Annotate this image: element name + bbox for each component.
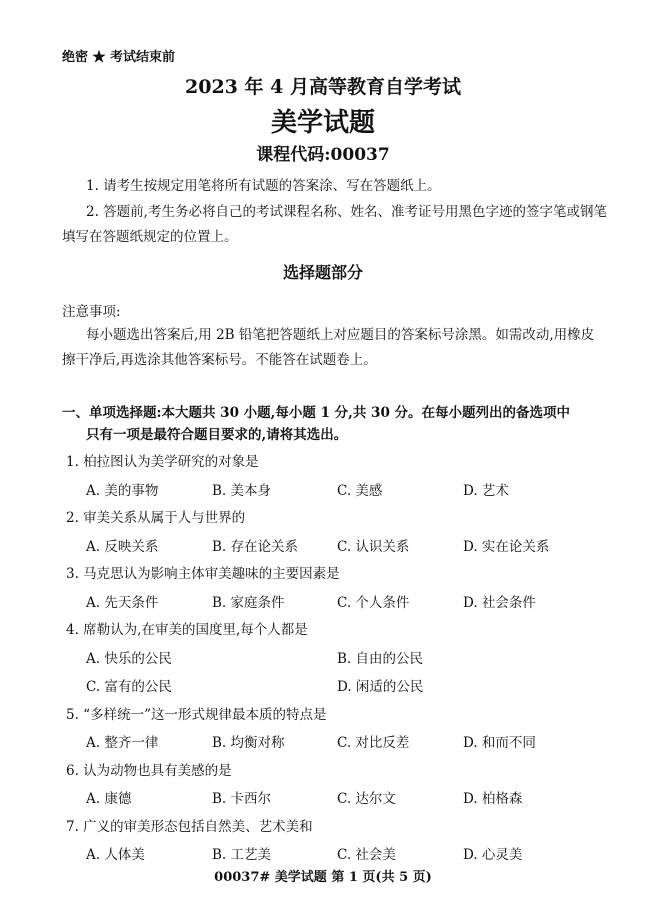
instruction-1: 1. 请考生按规定用笔将所有试题的答案涂、写在答题纸上。 (86, 178, 441, 194)
option-c: C. 个人条件 (337, 595, 410, 611)
option-a: A. 快乐的公民 (86, 651, 172, 667)
option-c: C. 富有的公民 (86, 679, 172, 695)
instruction-2-line1: 2. 答题前,考生务必将自己的考试课程名称、姓名、准考证号用黑色字迹的签字笔或钢笔 (86, 204, 607, 220)
option-b: B. 存在论关系 (212, 539, 299, 555)
exam-title: 2023 年 4 月高等教育自学考试 (185, 76, 461, 98)
option-c: C. 美感 (337, 483, 383, 499)
option-a: A. 反映关系 (86, 539, 159, 555)
question-stem: 4. 席勒认为,在审美的国度里,每个人都是 (66, 622, 308, 638)
question-stem: 2. 审美关系从属于人与世界的 (66, 510, 246, 526)
question-stem: 1. 柏拉图认为美学研究的对象是 (66, 454, 259, 470)
part-heading-line1: 一、单项选择题:本大题共 30 小题,每小题 1 分,共 30 分。在每小题列出的备选项中 (62, 405, 571, 421)
question-stem: 6. 认为动物也具有美感的是 (66, 763, 232, 779)
option-c: C. 认识关系 (337, 539, 410, 555)
question-stem: 5. “多样统一”这一形式规律最本质的特点是 (66, 707, 327, 723)
question-stem: 7. 广义的审美形态包括自然美、艺术美和 (66, 819, 313, 835)
confidential-mark: 绝密 ★ 考试结束前 (62, 50, 176, 65)
option-b: B. 自由的公民 (337, 651, 424, 667)
option-d: D. 柏格森 (463, 791, 523, 807)
option-a: A. 先天条件 (86, 595, 159, 611)
option-b: B. 均衡对称 (212, 735, 285, 751)
option-d: D. 艺术 (463, 483, 509, 499)
option-a: A. 人体美 (86, 847, 145, 863)
option-a: A. 美的事物 (86, 483, 159, 499)
option-d: D. 心灵美 (463, 847, 523, 863)
notes-label: 注意事项: (62, 304, 121, 320)
option-b: B. 卡西尔 (212, 791, 272, 807)
option-b: B. 家庭条件 (212, 595, 285, 611)
notes-line-1: 每小题选出答案后,用 2B 铅笔把答题纸上对应题目的答案标号涂黑。如需改动,用橡皮 (86, 327, 595, 343)
notes-line-2: 擦干净后,再选涂其他答案标号。不能答在试题卷上。 (62, 352, 377, 368)
option-c: C. 对比反差 (337, 735, 410, 751)
option-b: B. 美本身 (212, 483, 272, 499)
option-c: C. 达尔文 (337, 791, 396, 807)
option-d: D. 闲适的公民 (337, 679, 424, 695)
option-d: D. 实在论关系 (463, 539, 550, 555)
instruction-2-line2: 填写在答题纸规定的位置上。 (62, 229, 238, 245)
subject-title: 美学试题 (270, 108, 375, 138)
page-footer: 00037# 美学试题 第 1 页(共 5 页) (214, 870, 432, 885)
course-code: 课程代码:00037 (256, 145, 390, 165)
option-a: A. 康德 (86, 791, 132, 807)
option-d: D. 和而不同 (463, 735, 536, 751)
option-c: C. 社会美 (337, 847, 396, 863)
option-d: D. 社会条件 (463, 595, 536, 611)
part-heading-line2: 只有一项是最符合题目要求的,请将其选出。 (86, 427, 348, 443)
question-stem: 3. 马克思认为影响主体审美趣味的主要因素是 (66, 566, 340, 582)
option-b: B. 工艺美 (212, 847, 272, 863)
section-title: 选择题部分 (282, 263, 363, 282)
option-a: A. 整齐一律 (86, 735, 159, 751)
